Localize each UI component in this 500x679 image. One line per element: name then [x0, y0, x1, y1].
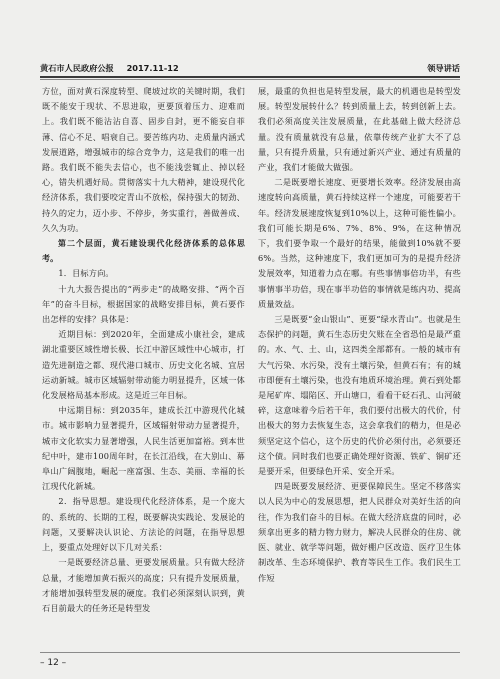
right-column [258, 84, 461, 644]
subheading: 1．目标方向。 [58, 268, 114, 279]
paragraph: 方位，面对黄石深度转型、爬坡过坎的关键时期，我们既不能安于现状、不思进取，更要顶着压力、迎难而上。我们既不能沾沾自喜、固步自封，更不能妄自菲薄、信心不足、唱衰自己。要苦练内功、走质量内涵式发展道路，增强城市的综合竞争力，这是我们的唯一出路。我们既不能失去信心，也不能浅尝辄止、掉以轻心，错失机遇好局。贯彻落实十九大精神，建设现代化经济体系，我们要咬定青山不放松，保持强大的韧劲、持久的定力，迈小步、不停步，务实重行，善做善成、久久为功。 [42, 86, 245, 233]
section-heading: 第二个层面，黄石建设现代化经济体系的总体思考。 [42, 239, 245, 264]
paragraph: 近期目标：到2020年，全面建成小康社会，建成湖北重要区域性增长极、长江中游区域性中心城市，打造先进制造之都、现代港口城市、历史文化名城、宜居运动新城。城市区域辐射带动能力明显提升，区域一体化发展格局基本形成。这是近三年目标。 [42, 329, 245, 401]
left-column [42, 84, 245, 644]
footer-rule [40, 652, 460, 653]
header-left [40, 63, 189, 74]
paragraph: 2．指导思想。建设现代化经济体系，是一个庞大的、系统的、长期的工程，既要解决实践论、发展论的问题，又要解决认识论、方法论的问题，在指导思想上，要重点处理好以下几对关系： [42, 496, 245, 553]
paragraph: 四是既要发展经济、更要保障民生。坚定不移落实以人民为中心的发展思想，把人民群众对美好生活的向往，作为我们奋斗的目标。在做大经济底盘的同时，必须拿出更多的精力物力财力，解决人民群众的住房、就医、就业、就学等问题，做好棚户区改造、医疗卫生体制改革、生态环境保护、教育等民生工作。我们民生工作短 [258, 481, 461, 583]
paragraph: 中远期目标：到2035年，建成长江中游现代化城市。城市影响力显著提升，区域辐射带动力显著提升，城市文化软实力显著增强，人民生活更加富裕。到本世纪中叶，建市100周年时，在长江沿线，在大别山、幕阜山广阔腹地，崛起一座富强、生态、美丽、幸福的长江现代化新城。 [42, 405, 245, 492]
paragraph: 二是既要增长速度、更要增长效率。经济发展由高速度转向高质量，黄石持续这样一个速度，可能要若干年。经济发展速度恢复到10%以上，这种可能性偏小。我们可能长期是6%、7%、8%、9%，在这种情况下，我们要争取一个最好的结果，能做到10%就不要6%。当然，这种速度下，我们更加可为的是提升经济发展效率，知道着力点在哪。有些事情事倍功半，有些事情事半功倍，现在事半功倍的事情就是练内功、提高质量效益。 [258, 177, 461, 309]
section-title: 领导讲话 [427, 63, 460, 73]
page-header [40, 58, 460, 74]
paragraph: 展，最重的负担也是转型发展，最大的机遇也是转型发展。转型发展转什么？转到质量上去，转到创新上去。我们必须高度关注发展质量，在此基础上做大经济总量。没有质量就没有总量，依靠传统产业扩大不了总量，只有提升质量，只有通过新兴产业、通过有质量的产业，我们才能做大做强。 [258, 86, 461, 173]
issue-number: 2017.11-12 [126, 63, 179, 73]
paragraph: 十九大报告提出的“两步走”的战略安排、“两个百年”的奋斗目标，根据国家的战略安排目标，黄石要作出怎样的安排？具体是： [42, 283, 245, 325]
header-rule-thick [40, 76, 460, 78]
publication-title: 黄石市人民政府公报 [40, 63, 114, 73]
paragraph: 三是既要“金山银山”、更要“绿水青山”。也就是生态保护的问题，黄石生态历史欠账在全省恐怕是最严重的。水、气、土、山，这四类全部都有。一般的城市有大气污染、水污染，没有土壤污染，但黄石有；有的城市即便有土壤污染，也没有地质环境治理。黄石到处都是尾矿库、塌陷区、开山塘口，看看干砭石孔、山河破碎，这意味着今后若干年，我们要付出极大的代价，付出极大的努力去恢复生态，这会拿我们的精力，但是必须坚定这个信心，这个历史的代价必须付出，必须要还这个债。同时我们也要正确处理好资源、铁矿、铜矿还是要开采，但要绿色开采、安全开采。 [258, 314, 461, 477]
header-rule-thin [40, 79, 460, 80]
paragraph: 一是既要经济总量、更要发展质量。只有做大经济总量，才能增加黄石振兴的高度；只有提升发展质量，才能增加强转型发展的硬度。我们必须深刻认识到，黄石目前最大的任务还是转型发 [42, 557, 245, 613]
page-number: – 12 – [40, 658, 67, 668]
